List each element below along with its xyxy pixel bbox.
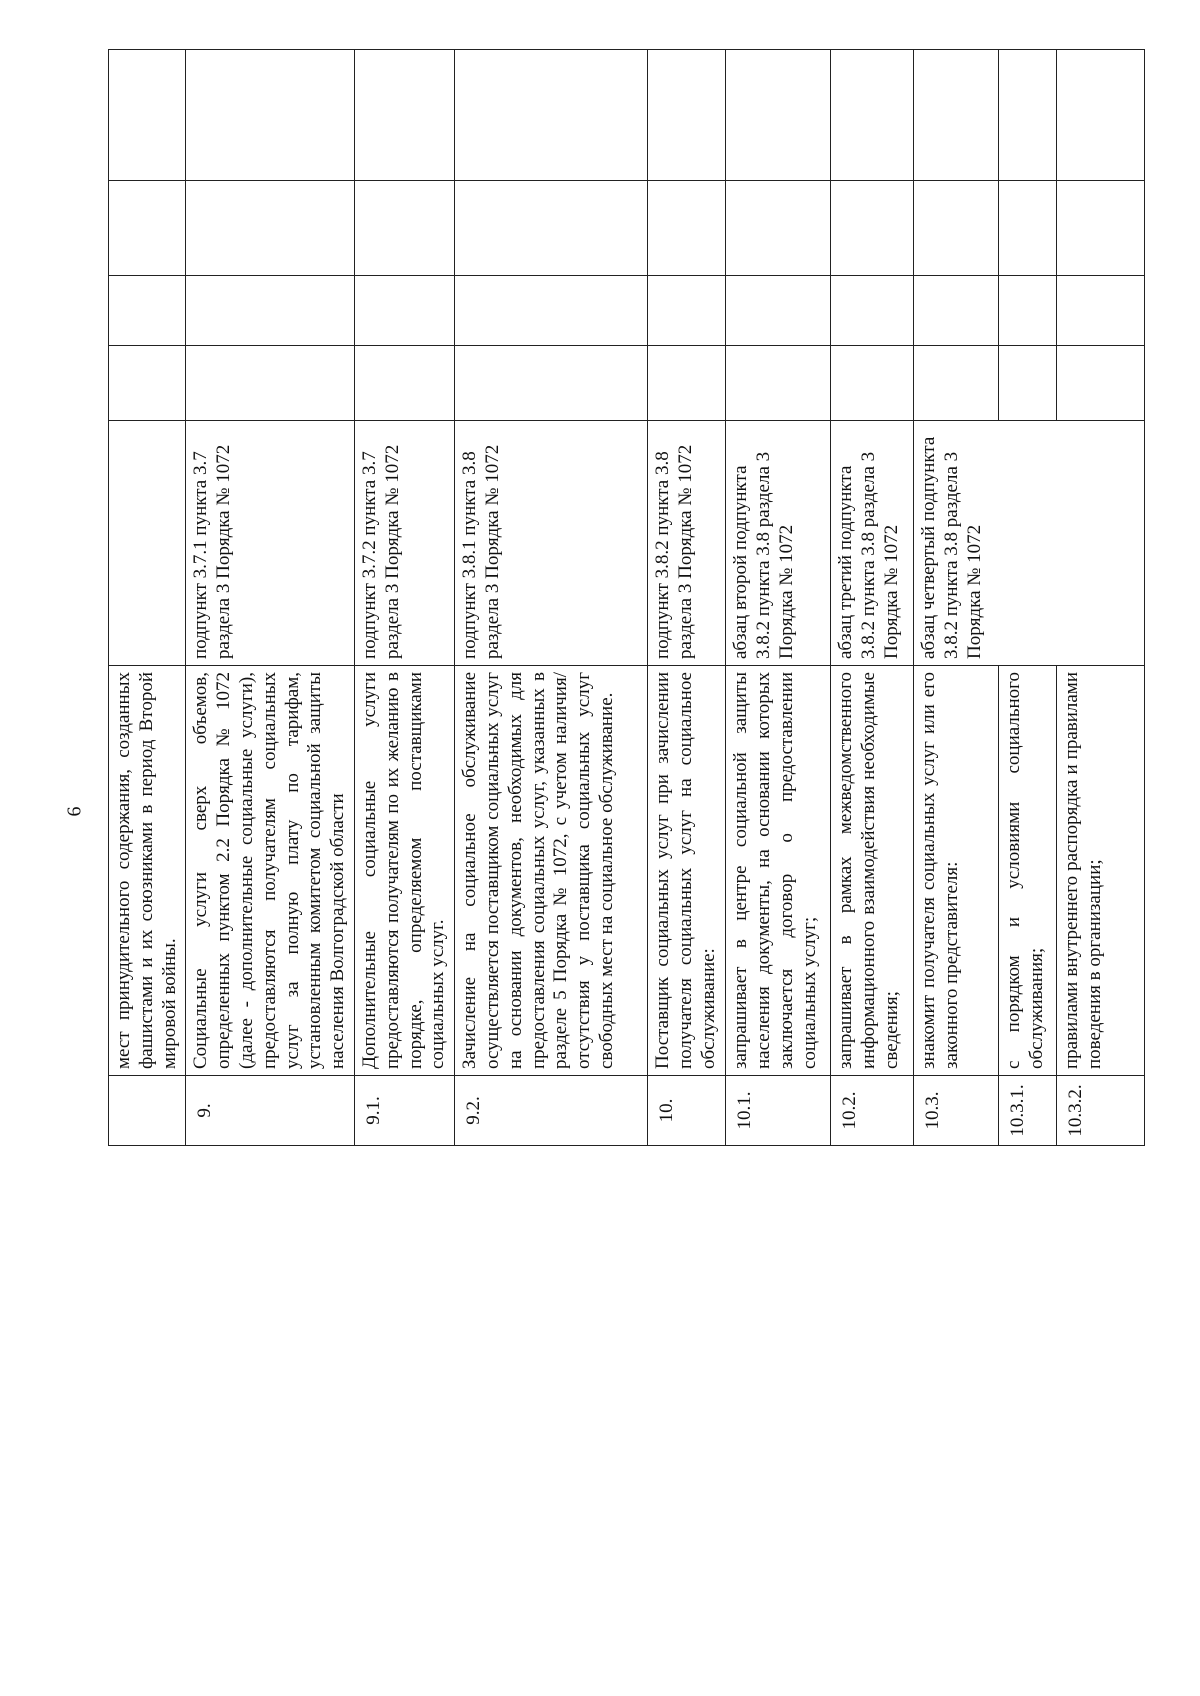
row-number: 10.1. [726,1076,831,1146]
row-requirement: Социальные услуги сверх объемов, определенных пунктом 2.2 Порядка № 1072 (далее - дополнительные социальные услуги), предоставляются получателям социальных услуг за полную плату по тарифам, установленным комитетом социальной защиты населения Волгоградской области [186,666,355,1076]
empty-cell [831,50,914,181]
empty-cell [354,346,454,421]
checklist-table [108,49,1145,1146]
empty-cell [109,50,186,181]
empty-cell [455,181,648,276]
empty-cell [354,50,454,181]
row-number: 10. [648,1076,726,1146]
row-requirement: знакомит получателя социальных услуг или его законного представителя: [914,666,999,1076]
empty-cell [186,181,355,276]
empty-cell [648,346,726,421]
row-reference: подпункт 3.8.1 пункта 3.8 раздела 3 Порядка № 1072 [455,421,648,666]
table-row [354,50,454,1146]
row-requirement: Поставщик социальных услуг при зачислении получателя социальных услуг на социальное обслуживание: [648,666,726,1076]
row-requirement: запрашивает в центре социальной защиты населения документы, на основании которых заключается договор о предоставлении социальных услуг; [726,666,831,1076]
row-reference: абзац второй подпункта 3.8.2 пункта 3.8 раздела 3 Порядка № 1072 [726,421,831,666]
table-row [831,50,914,1146]
empty-cell [648,50,726,181]
empty-cell [648,276,726,346]
empty-cell [354,276,454,346]
page-number: 6 [63,806,86,817]
row-requirement: запрашивает в рамках межведомственного информационного взаимодействия необходимые сведения; [831,666,914,1076]
empty-cell [186,50,355,181]
row-reference: подпункт 3.7.1 пункта 3.7 раздела 3 Порядка № 1072 [186,421,355,666]
empty-cell [455,276,648,346]
row-reference: подпункт 3.7.2 пункта 3.7 раздела 3 Порядка № 1072 [354,421,454,666]
table-row [186,50,355,1146]
row-reference [109,421,186,666]
empty-cell [455,50,648,181]
empty-cell [914,276,999,346]
table-row [455,50,648,1146]
empty-cell [1057,276,1145,346]
row-number: 9.1. [354,1076,454,1146]
empty-cell [109,181,186,276]
empty-cell [109,276,186,346]
empty-cell [999,50,1057,181]
row-number: 9.2. [455,1076,648,1146]
table-row [648,50,726,1146]
empty-cell [999,181,1057,276]
row-number [109,1076,186,1146]
row-number: 10.3.1. [999,1076,1057,1146]
empty-cell [186,346,355,421]
row-requirement: с порядком и условиями социального обслуживания; [999,666,1057,1076]
row-reference: подпункт 3.8.2 пункта 3.8 раздела 3 Порядка № 1072 [648,421,726,666]
empty-cell [999,346,1057,421]
empty-cell [914,346,999,421]
empty-cell [914,181,999,276]
row-requirement: правилами внутреннего распорядка и правилами поведения в организации; [1057,666,1145,1076]
empty-cell [455,346,648,421]
row-number: 10.3. [914,1076,999,1146]
rotated-sheet [108,50,1105,1146]
empty-cell [999,276,1057,346]
table-row [914,50,999,1146]
empty-cell [1057,346,1145,421]
empty-cell [109,346,186,421]
empty-cell [354,181,454,276]
empty-cell [1057,181,1145,276]
empty-cell [726,346,831,421]
empty-cell [726,50,831,181]
empty-cell [914,50,999,181]
row-requirement: Дополнительные социальные услуги предоставляются получателям по их желанию в порядке, определяемом поставщиками социальных услуг. [354,666,454,1076]
empty-cell [186,276,355,346]
empty-cell [831,181,914,276]
empty-cell [648,181,726,276]
empty-cell [831,346,914,421]
row-number: 10.2. [831,1076,914,1146]
row-number: 10.3.2. [1057,1076,1145,1146]
empty-cell [831,276,914,346]
row-requirement: Зачисление на социальное обслуживание осуществляется поставщиком социальных услуг на основании документов, необходимых для предоставления социальных услуг, указанных в разделе 5 Порядка № 1072, с учетом наличия/отсутствия у поставщика социальных услуг свободных мест на социальное обслуживание. [455,666,648,1076]
empty-cell [726,181,831,276]
row-reference: абзац четвертый подпункта 3.8.2 пункта 3.8 раздела 3 Порядка № 1072 [914,421,1145,666]
table-row [726,50,831,1146]
row-reference: абзац третий подпункта 3.8.2 пункта 3.8 раздела 3 Порядка № 1072 [831,421,914,666]
row-number: 9. [186,1076,355,1146]
table-row [109,50,186,1146]
row-requirement: мест принудительного содержания, созданных фашистами и их союзниками в период Второй мировой войны. [109,666,186,1076]
empty-cell [726,276,831,346]
empty-cell [1057,50,1145,181]
